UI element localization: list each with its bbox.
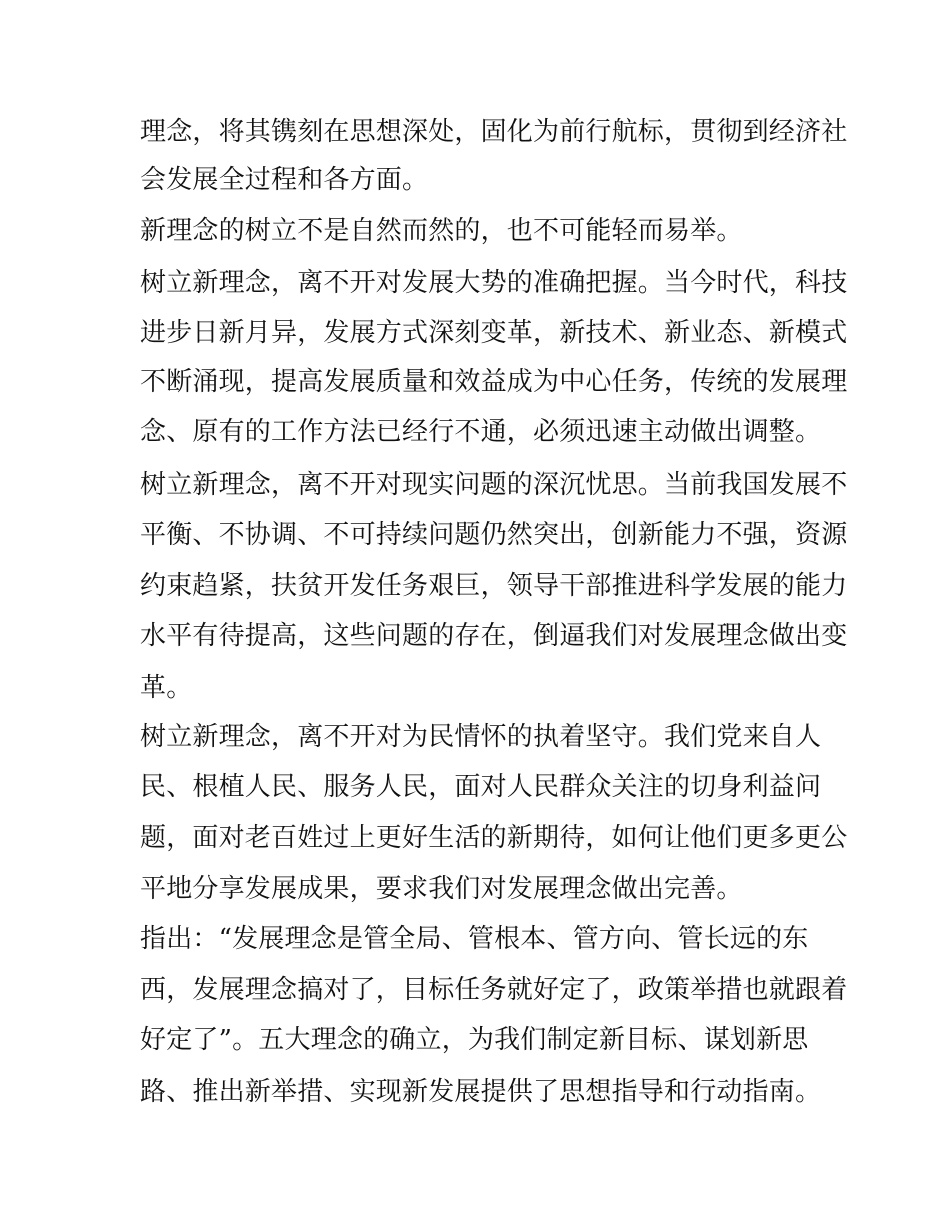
text-line: 树立新理念，离不开对为民情怀的执着坚守。我们党来自人 bbox=[140, 722, 822, 752]
text-line: 指出：“发展理念是管全局、管根本、管方向、管长远的东 bbox=[140, 924, 809, 954]
text-line: 革。 bbox=[140, 673, 193, 703]
text-line: 民、根植人民、服务人民，面对人民群众关注的切身利益问 bbox=[140, 772, 822, 802]
text-line: 新理念的树立不是自然而然的，也不可能轻而易举。 bbox=[140, 216, 743, 246]
text-line: 平衡、不协调、不可持续问题仍然突出，创新能力不强，资源 bbox=[140, 520, 848, 550]
text-line: 好定了”。五大理念的确立，为我们制定新目标、谋划新思 bbox=[140, 1025, 809, 1055]
text-line: 不断涌现，提高发展质量和效益成为中心任务，传统的发展理 bbox=[140, 367, 848, 397]
text-line: 会发展全过程和各方面。 bbox=[140, 165, 429, 195]
text-line: 西，发展理念搞对了，目标任务就好定了，政策举措也就跟着 bbox=[140, 975, 848, 1005]
text-line: 树立新理念，离不开对现实问题的深沉忧思。当前我国发展不 bbox=[140, 470, 848, 500]
text-line: 平地分享发展成果，要求我们对发展理念做出完善。 bbox=[140, 874, 743, 904]
text-line: 约束趋紧，扶贫开发任务艰巨，领导干部推进科学发展的能力 bbox=[140, 571, 848, 601]
text-line: 路、推出新举措、实现新发展提供了思想指导和行动指南。 bbox=[140, 1077, 822, 1107]
text-line: 进步日新月异，发展方式深刻变革，新技术、新业态、新模式 bbox=[140, 318, 848, 348]
text-line: 理念，将其镌刻在思想深处，固化为前行航标，贯彻到经济社 bbox=[140, 117, 848, 147]
text-line: 水平有待提高，这些问题的存在，倒逼我们对发展理念做出变 bbox=[140, 621, 848, 651]
text-line: 树立新理念，离不开对发展大势的准确把握。当今时代，科技 bbox=[140, 268, 848, 298]
text-line: 题，面对老百姓过上更好生活的新期待，如何让他们更多更公 bbox=[140, 823, 848, 853]
text-line: 念、原有的工作方法已经行不通，必须迅速主动做出调整。 bbox=[140, 417, 822, 447]
